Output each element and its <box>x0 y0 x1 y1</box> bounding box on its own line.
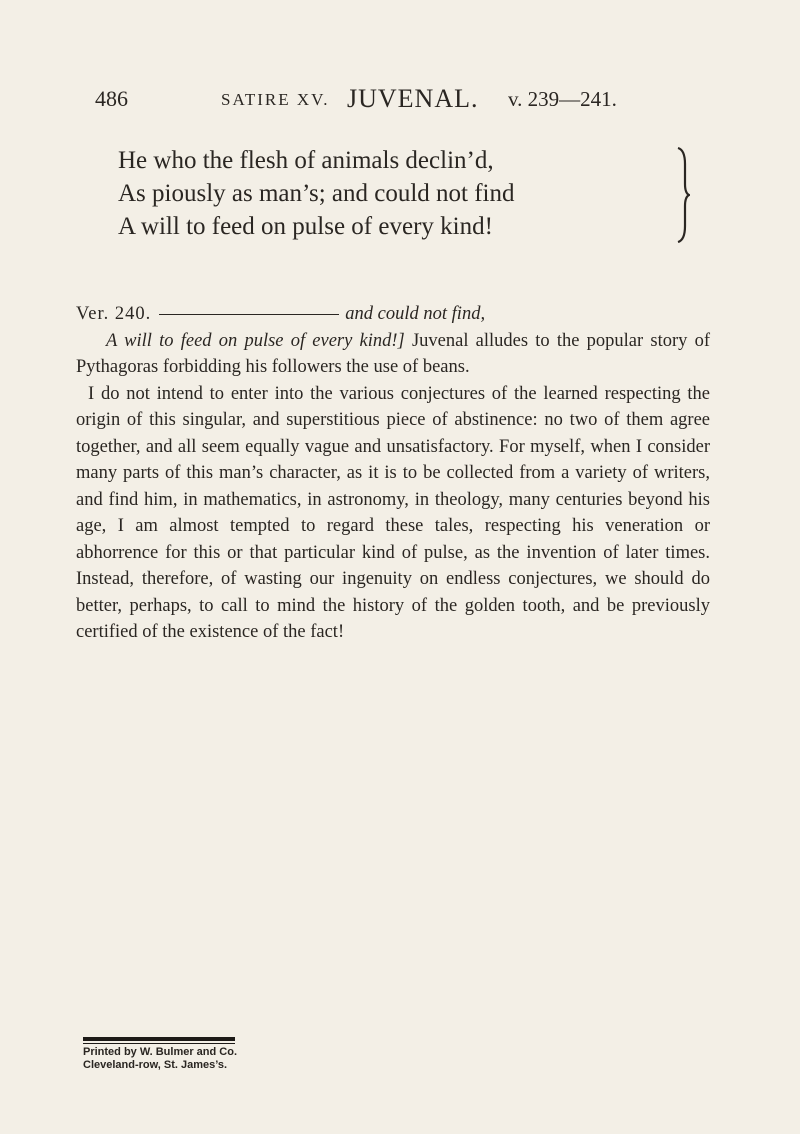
commentary-note <box>76 301 710 646</box>
note-first-line <box>76 304 485 324</box>
printer-line: Printed by W. Bulmer and Co. <box>83 1046 238 1058</box>
printer-line: Cleveland-row, St. James’s. <box>83 1059 228 1071</box>
triplet-brace-icon <box>676 146 690 244</box>
running-header <box>95 86 715 118</box>
printer-imprint <box>83 1046 237 1072</box>
note-text-1: Juvenal alludes to the popular story of Pythagoras forbidding his followers the use of beans. <box>76 330 710 377</box>
author-title: JUVENAL. <box>347 84 479 113</box>
satire-label: SATIRE XV. <box>221 90 330 109</box>
verse-block <box>118 144 638 243</box>
printer-rule <box>83 1037 235 1041</box>
lemma-rule <box>159 314 339 315</box>
printer-rule-thin <box>83 1043 235 1044</box>
lemma-part-1: and could not find, <box>345 304 486 324</box>
verse-reference: Ver. 240. <box>76 304 152 324</box>
note-text-2: I do not intend to enter into the various conjectures of the learned respecting the origin of this singular, and superstitious piece of abstinence: no two of them agree together, and all seem equally vague and unsatisfactory. For myself, when I consider many parts of this man’s character, as it is to be collected from a variety of writers, and find him, in mathematics, in astronomy, in theology, many centuries beyond his age, I am almost tempted to regard these tales, respecting his veneration or abhorrence for this or that particular kind of pulse, as the invention of later times. Instead, therefore, of wasting our ingenuity on endless conjectures, we should do better, perhaps, to call to mind the history of the golden tooth, and be previously certified of the existence of the fact! <box>76 383 710 642</box>
lemma-part-2: A will to feed on pulse of every kind!] <box>106 330 405 351</box>
verse-line: A will to feed on pulse of every kind! <box>118 213 493 240</box>
verse-range: v. 239—241. <box>508 87 617 111</box>
verse-line: As piously as man’s; and could not find <box>118 180 515 207</box>
page-number: 486 <box>95 86 128 111</box>
verse-line: He who the flesh of animals declin’d, <box>118 147 494 174</box>
